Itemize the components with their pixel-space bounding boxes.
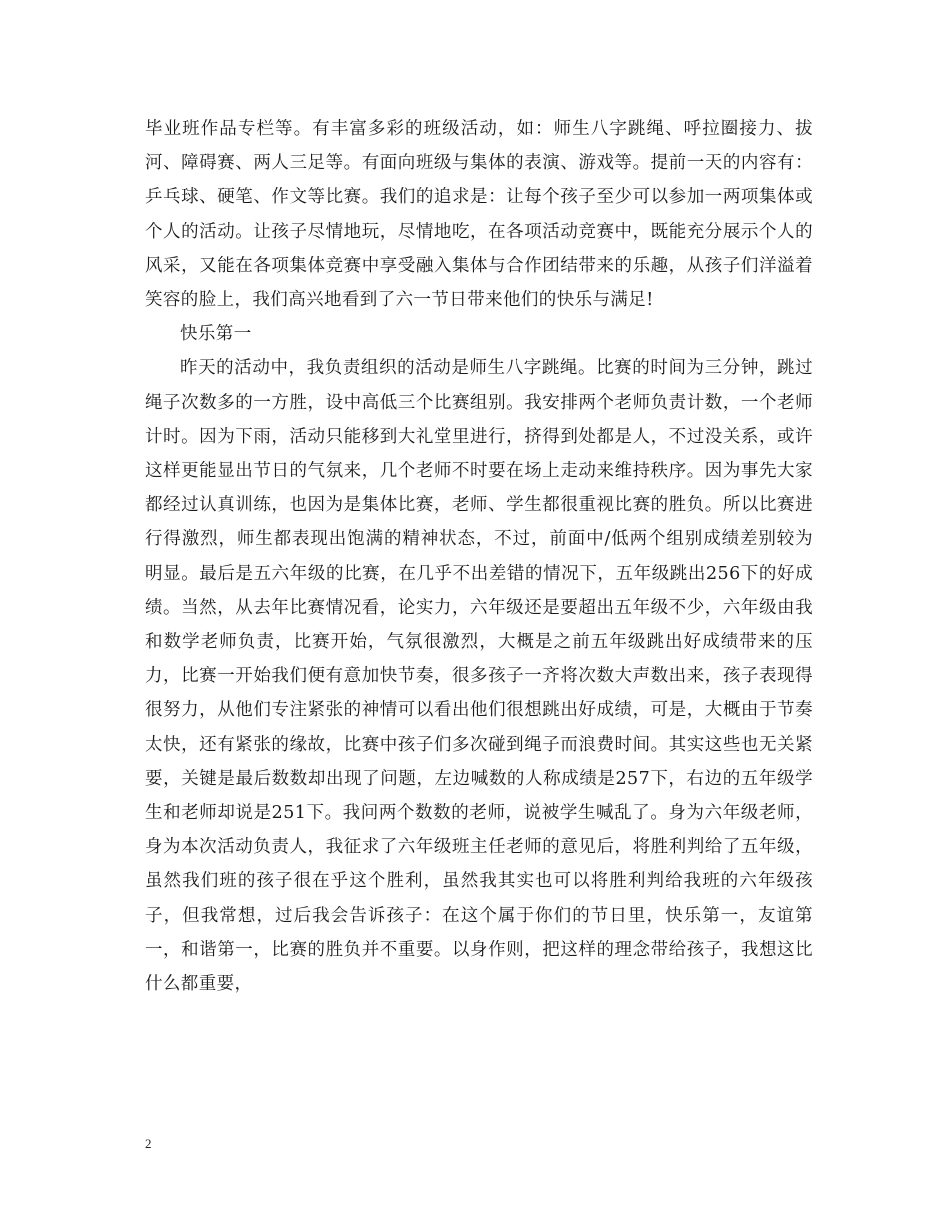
paragraph-continuation: 毕业班作品专栏等。有丰富多彩的班级活动，如：师生八字跳绳、呼拉圈接力、拔河、障碍赛、两人三足等。有面向班级与集体的表演、游戏等。提前一天的内容有：乒乓球、硬笔、作文等比赛。我们的追求是：让每个孩子至少可以参加一两项集体或个人的活动。让孩子尽情地玩，尽情地吃，在各项活动竞赛中，既能充分展示个人的风采，又能在各项集体竞赛中享受融入集体与合作团结带来的乐趣，从孩子们洋溢着笑容的脸上，我们高兴地看到了六一节日带来他们的快乐与满足!	[145, 119, 813, 311]
page-number: 2	[145, 1136, 152, 1151]
section-heading: 快乐第一	[180, 324, 252, 345]
paragraph-body: 昨天的活动中，我负责组织的活动是师生八字跳绳。比赛的时间为三分钟，跳过绳子次数多的一方胜，设中高低三个比赛组别。我安排两个老师负责计数，一个老师计时。因为下雨，活动只能移到大礼堂里进行，挤得到处都是人，不过没关系，或许这样更能显出节日的气氛来，几个老师不时要在场上走动来维持秩序。因为事先大家都经过认真训练，也因为是集体比赛，老师、学生都很重视比赛的胜负。所以比赛进行得激烈，师生都表现出饱满的精神状态，不过，前面中/低两个组别成绩差别较为明显。最后是五六年级的比赛，在几乎不出差错的情况下，五年级跳出256下的好成绩。当然，从去年比赛情况看，论实力，六年级还是要超出五年级不少，六年级由我和数学老师负责，比赛开始，气氛很激烈，大概是之前五年级跳出好成绩带来的压力，比赛一开始我们便有意加快节奏，很多孩子一齐将次数大声数出来，孩子表现得很努力，从他们专注紧张的神情可以看出他们很想跳出好成绩，可是，大概由于节奏太快，还有紧张的缘故，比赛中孩子们多次碰到绳子而浪费时间。其实这些也无关紧要，关键是最后数数却出现了问题，左边喊数的人称成绩是257下，右边的五年级学生和老师却说是251下。我问两个数数的老师，说被学生喊乱了。身为六年级老师，身为本次活动负责人，我征求了六年级班主任老师的意见后，将胜利判给了五年级，虽然我们班的孩子很在乎这个胜利，虽然我其实也可以将胜利判给我班的六年级孩子，但我常想，过后我会告诉孩子：在这个属于你们的节日里，快乐第一，友谊第一，和谐第一，比赛的胜负并不重要。以身作则，把这样的理念带给孩子，我想这比什么都重要，	[145, 358, 813, 995]
document-body	[145, 112, 813, 1001]
